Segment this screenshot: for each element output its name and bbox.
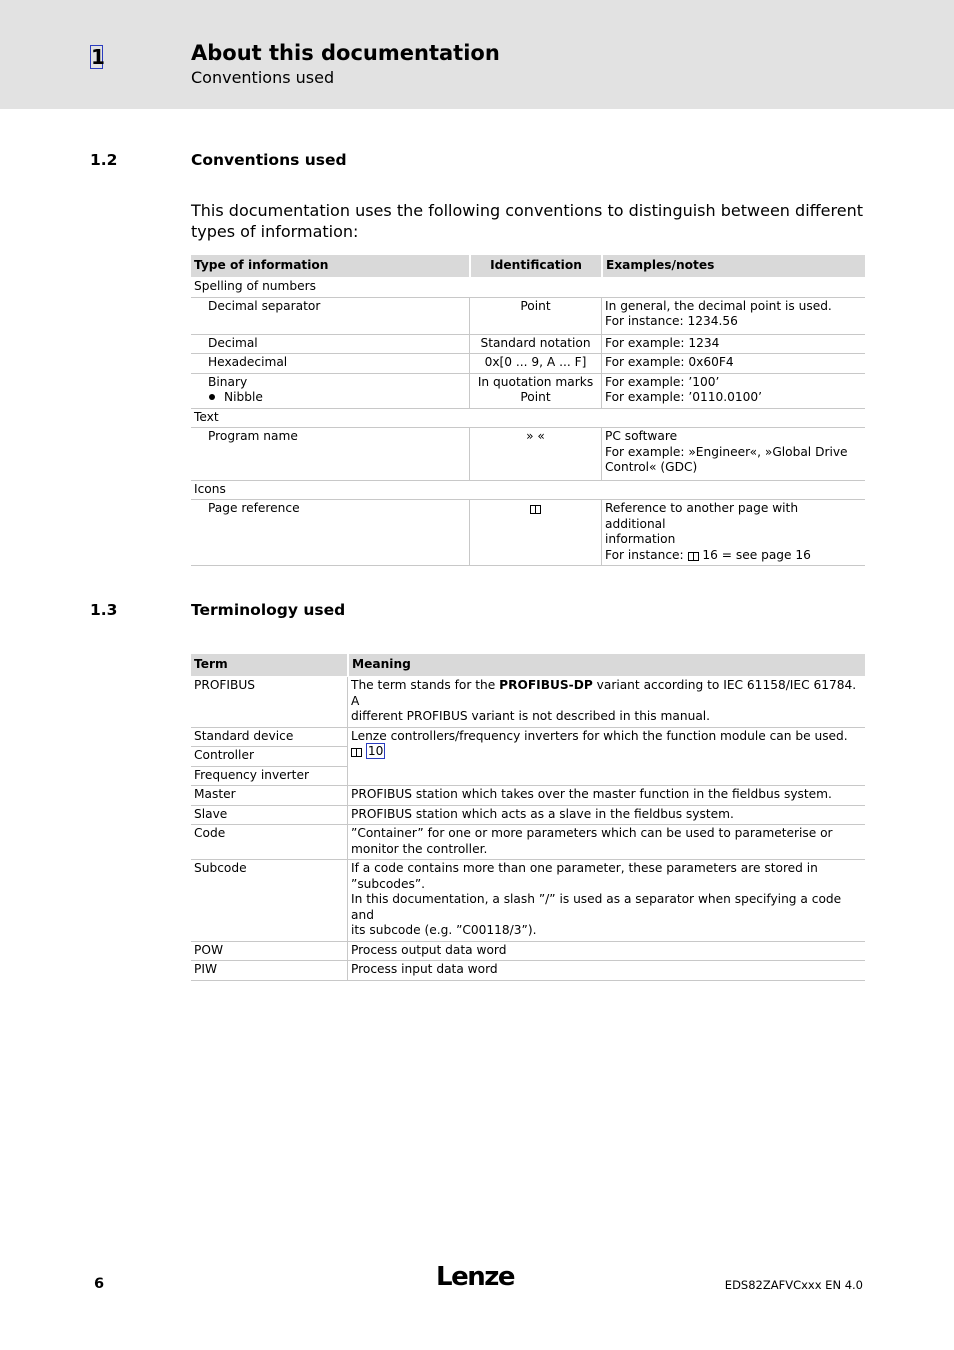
meaning-cell [347, 677, 865, 728]
ident-cell [469, 374, 601, 409]
intro-line: This documentation uses the following conventions to distinguish between different [191, 201, 863, 220]
table-row [191, 825, 865, 860]
meaning-cell [347, 860, 865, 942]
note-line: Control« (GDC) [605, 460, 698, 474]
table-header-row [191, 255, 865, 278]
table-row [191, 374, 865, 409]
meaning-line: ”subcodes”. [351, 876, 426, 891]
note-line: PC software [605, 429, 678, 443]
type-sub-label: Nibble [224, 390, 263, 404]
column-header: Meaning [347, 654, 865, 677]
column-header: Term [191, 654, 347, 677]
meaning-cell: Process output data word [347, 942, 865, 962]
ident-line: Point [520, 390, 551, 404]
section-title: Conventions used [191, 151, 347, 169]
meaning-bold: PROFIBUS-DP [499, 678, 593, 692]
note-cell: For example: 0x60F4 [601, 354, 865, 374]
bullet-icon [209, 394, 215, 400]
chapter-subtitle: Conventions used [191, 68, 335, 87]
note-line: For example: »Engineer«, »Global Drive [605, 444, 848, 459]
term-cell: Code [191, 825, 347, 860]
note-line: information [605, 532, 676, 546]
note-cell: For example: 1234 [601, 335, 865, 355]
column-header: Type of information [191, 255, 469, 278]
ident-cell: Standard notation [469, 335, 601, 355]
terminology-table [191, 654, 865, 981]
lenze-logo: Lenze [436, 1262, 514, 1292]
table-row [191, 677, 865, 728]
term-cell: Slave [191, 806, 347, 826]
meaning-cell [347, 825, 865, 860]
term-cell: Frequency inverter [191, 767, 347, 787]
group-row [191, 481, 865, 501]
meaning-cell: PROFIBUS station which takes over the master function in the fieldbus system. [347, 786, 865, 806]
table-row [191, 335, 865, 355]
meaning-line [351, 744, 862, 760]
term-cell: Master [191, 786, 347, 806]
type-cell [191, 374, 469, 409]
term-cell: Controller [191, 747, 347, 767]
note-cell [601, 374, 865, 409]
meaning-line: monitor the controller. [351, 841, 488, 856]
group-row [191, 409, 865, 429]
page-number: 6 [94, 1276, 105, 1292]
note-text: 16 = see page 16 [702, 547, 811, 562]
meaning-line: different PROFIBUS variant is not described in this manual. [351, 709, 711, 723]
meaning-line [351, 678, 862, 709]
type-cell: Decimal separator [191, 298, 469, 335]
table-row [191, 806, 865, 826]
table-header-row [191, 654, 865, 677]
note-cell [601, 500, 865, 566]
ident-cell: 0x[0 ... 9, A ... F] [469, 354, 601, 374]
book-icon [688, 552, 699, 560]
chapter-number-link[interactable]: 1 [91, 45, 105, 69]
group-label: Icons [191, 481, 469, 501]
chapter-title: About this documentation [191, 41, 500, 65]
type-cell: Program name [191, 428, 469, 481]
meaning-line: If a code contains more than one parameter, these parameters are stored in [351, 861, 818, 875]
type-line [208, 390, 466, 406]
term-cell: Standard device [191, 728, 347, 748]
group-label: Spelling of numbers [191, 278, 469, 298]
meaning-line: its subcode (e.g. ”C00118/3”). [351, 923, 537, 937]
meaning-cell [347, 728, 865, 787]
table-row [191, 942, 865, 962]
type-cell: Decimal [191, 335, 469, 355]
note-cell [601, 298, 865, 335]
meaning-line: ”Container” for one or more parameters which can be used to parameterise or [351, 826, 833, 840]
note-line: Reference to another page with additional [605, 501, 799, 531]
intro-paragraph [191, 200, 863, 242]
term-cell: PROFIBUS [191, 677, 347, 728]
note-line: For example: ’0110.0100’ [605, 390, 763, 404]
page-link[interactable]: 10 [367, 744, 384, 758]
meaning-line: Lenze controllers/frequency inverters for which the function module can be used. [351, 728, 848, 743]
section-title: Terminology used [191, 601, 346, 619]
type-cell: Page reference [191, 500, 469, 566]
table-row [191, 500, 865, 566]
meaning-text: variant according to IEC 61158/IEC 61784. A [351, 678, 857, 708]
table-row [191, 961, 865, 981]
note-line: For example: ’100’ [605, 374, 720, 389]
table-row [191, 298, 865, 335]
column-header: Identification [469, 255, 601, 278]
ident-line: In quotation marks [477, 374, 594, 389]
group-label: Text [191, 409, 469, 429]
table-row [191, 860, 865, 942]
table-row [191, 728, 865, 748]
type-cell: Hexadecimal [191, 354, 469, 374]
section-number: 1.2 [90, 151, 118, 169]
note-line: For instance: 1234.56 [605, 314, 738, 328]
table-row [191, 786, 865, 806]
type-line: Binary [208, 374, 248, 389]
section-number: 1.3 [90, 601, 118, 619]
term-cell: POW [191, 942, 347, 962]
table-row [191, 428, 865, 481]
book-icon [530, 505, 541, 513]
ident-cell [469, 500, 601, 566]
meaning-cell: PROFIBUS station which acts as a slave in the fieldbus system. [347, 806, 865, 826]
meaning-text: The term stands for the [351, 678, 500, 692]
conventions-table [191, 255, 865, 566]
ident-cell: Point [469, 298, 601, 335]
term-cell: PIW [191, 961, 347, 981]
document-id: EDS82ZAFVCxxx EN 4.0 [724, 1278, 863, 1292]
meaning-line: In this documentation, a slash ”/” is used as a separator when specifying a code and [351, 892, 842, 922]
note-line: In general, the decimal point is used. [605, 298, 832, 313]
column-header: Examples/notes [601, 255, 865, 278]
note-line [605, 548, 862, 564]
book-icon [351, 748, 362, 756]
ident-cell: » « [469, 428, 601, 481]
page-header [0, 0, 954, 109]
note-text: For instance: [605, 547, 684, 562]
table-row [191, 354, 865, 374]
term-cell: Subcode [191, 860, 347, 942]
meaning-cell: Process input data word [347, 961, 865, 981]
group-row [191, 278, 865, 298]
intro-line: types of information: [191, 222, 359, 241]
note-cell [601, 428, 865, 481]
